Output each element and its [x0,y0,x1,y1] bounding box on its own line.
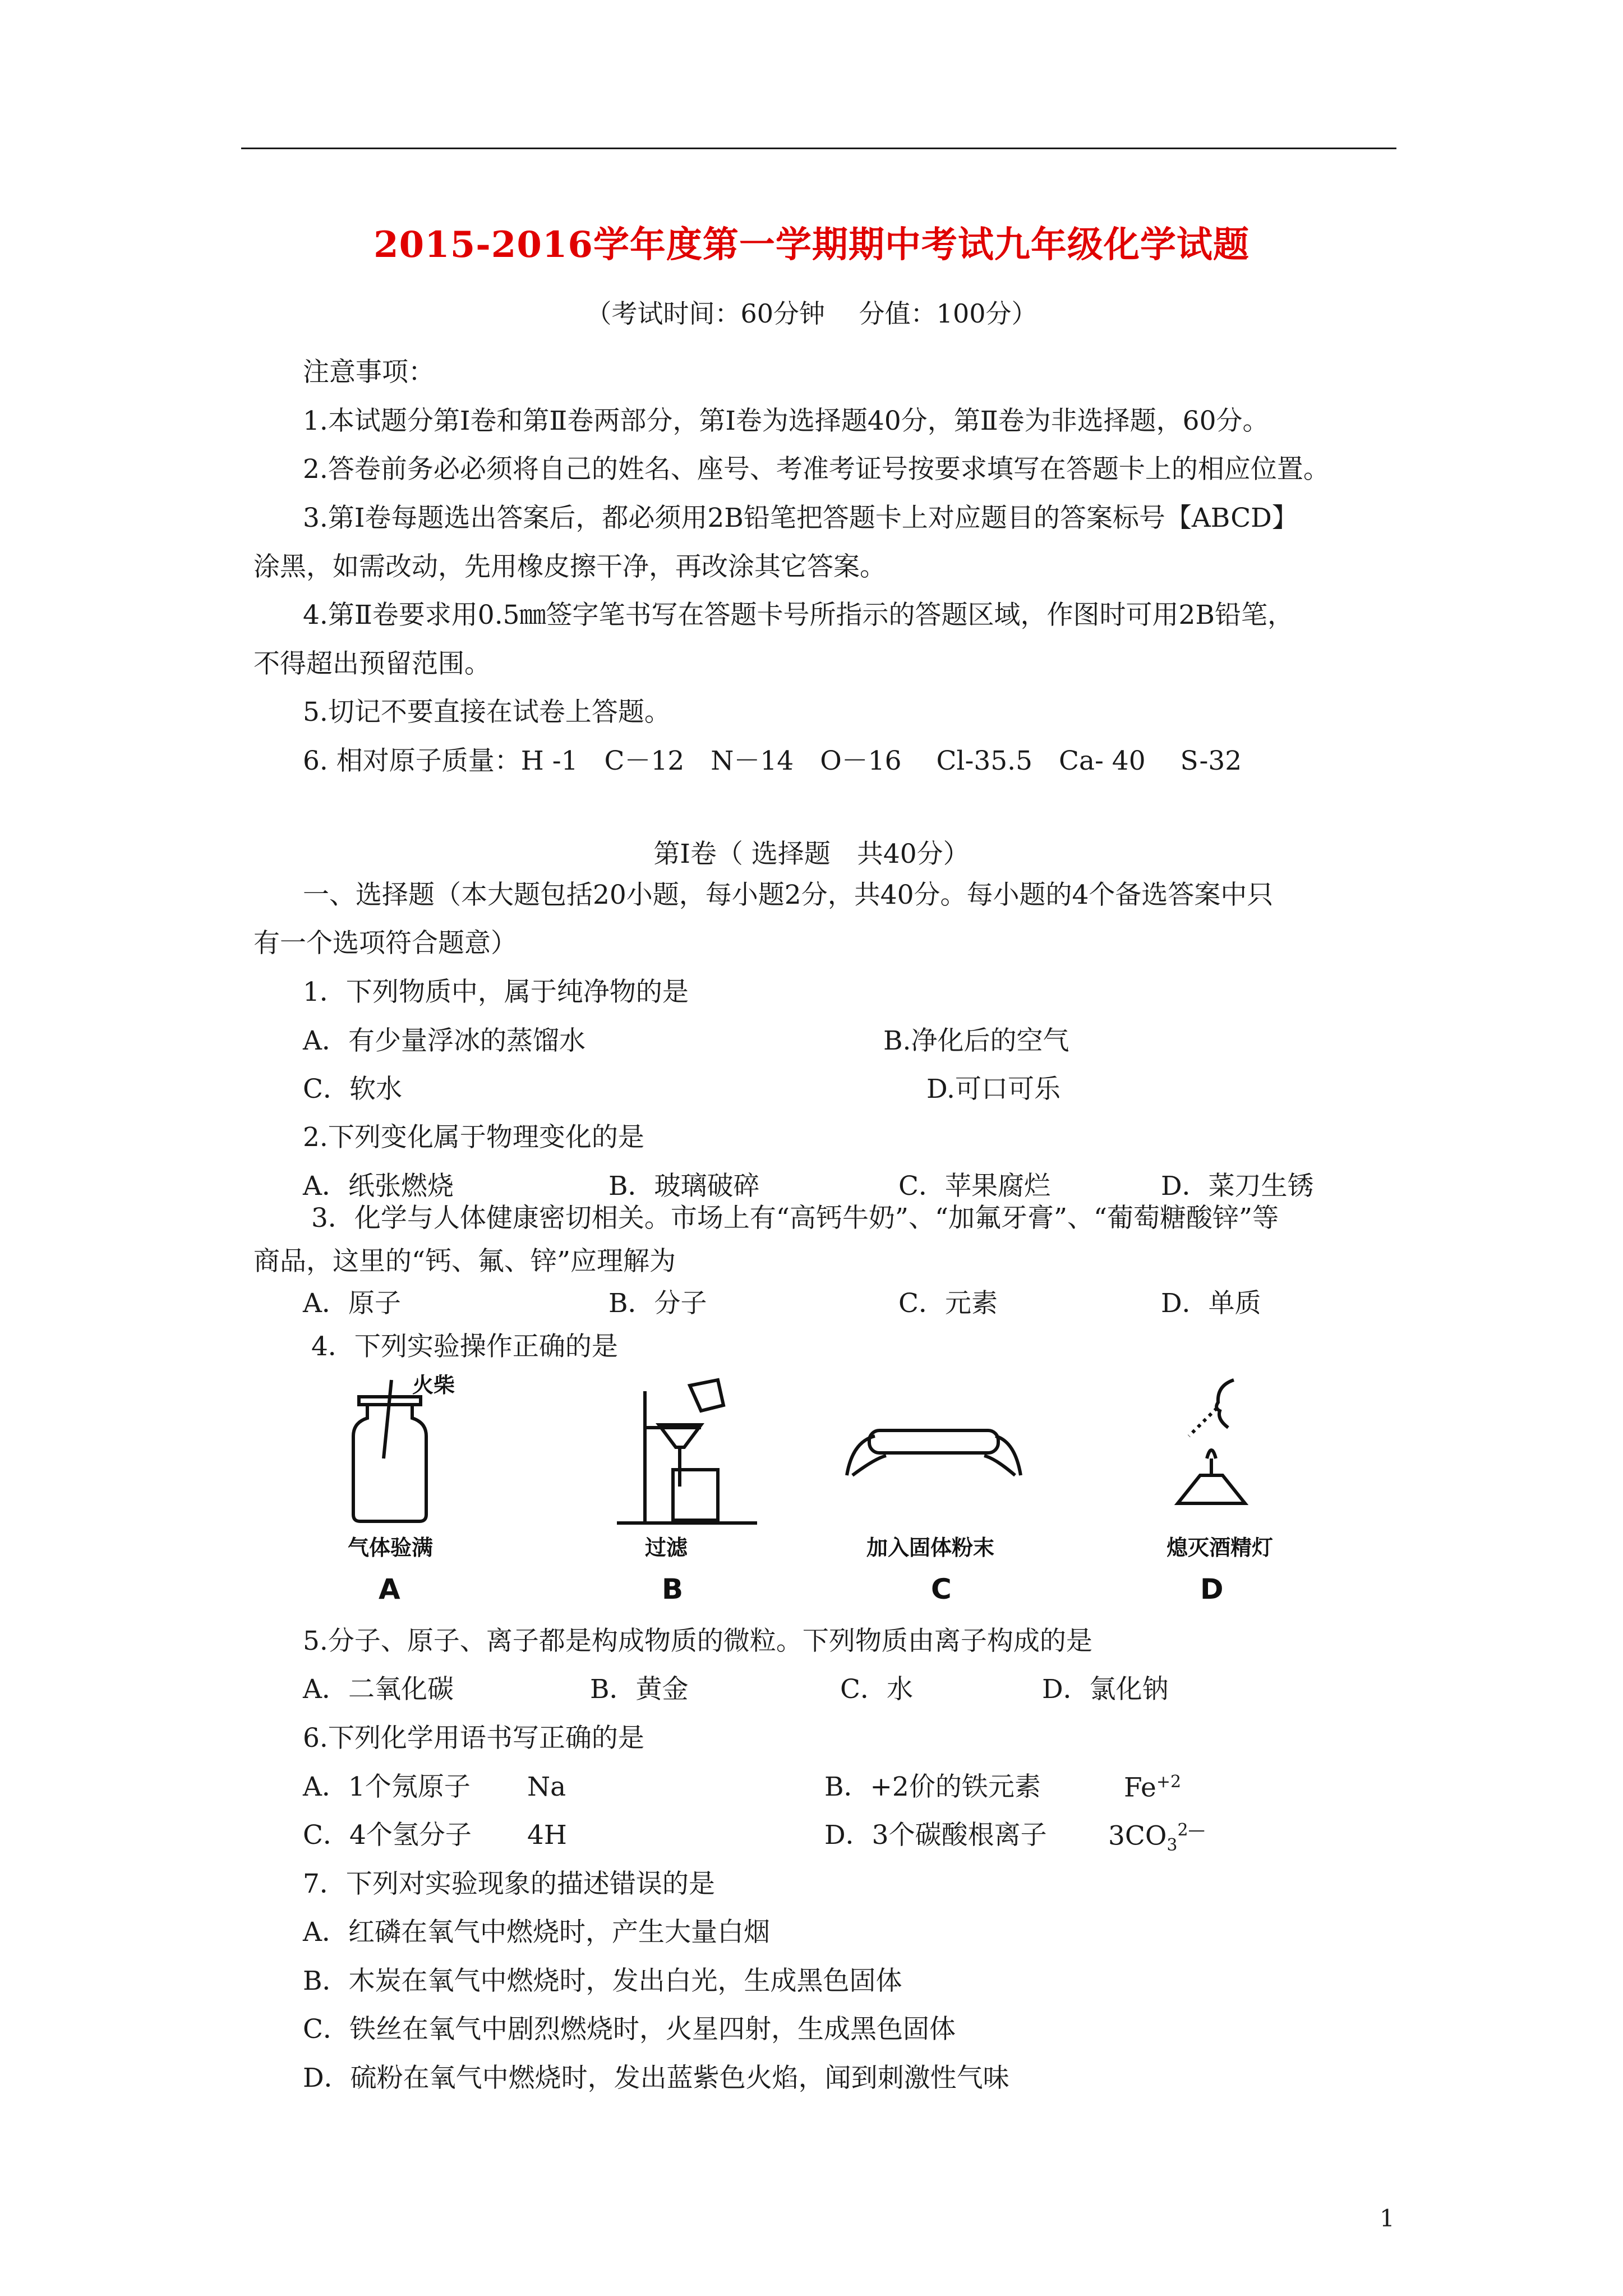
q1-stem: 1．下列物质中，属于纯净物的是 [303,977,689,1007]
q7-option-d: D．硫粉在氧气中燃烧时，发出蓝紫色火焰，闻到刺激性气味 [303,2063,1009,2093]
caption-c: 加入固体粉末 [866,1535,995,1560]
note-5: 5.切记不要直接在试卷上答题。 [303,697,671,728]
note-4-line2: 不得超出预留范围。 [253,648,491,679]
caption-d: 熄灭酒精灯 [1166,1535,1274,1560]
notes-heading: 注意事项： [303,357,435,388]
top-rule [241,148,1396,149]
q1-option-b: B.净化后的空气 [883,1025,1069,1056]
page-number: 1 [1380,2205,1395,2232]
note-3-line1: 3.第Ⅰ卷每题选出答案后，都必须用2B铅笔把答题卡上对应题目的答案标号【ABCD】 [303,503,1298,533]
q6-option-b: B．+2价的铁元素 [824,1772,1041,1802]
q3-stem-line2: 商品，这里的“钙、氟、锌”应理解为 [253,1246,676,1277]
note-4-line1: 4.第Ⅱ卷要求用0.5㎜签字笔书写在答题卡号所指示的答题区域，作图时可用2B铅笔， [303,600,1294,631]
q3-option-a: A．原子 [303,1288,401,1319]
q4-lab-figure [314,1374,1363,1610]
q6-option-d-formula: $3CO_3^{2—}$ [1108,1820,1205,1856]
section-heading: 第Ⅰ卷（ 选择题 共40分） [653,839,970,869]
q3-option-c: C．元素 [898,1288,998,1319]
q5-option-a: A．二氧化碳 [303,1674,454,1705]
q5-stem: 5.分子、原子、离子都是构成物质的微粒。下列物质由离子构成的是 [303,1626,1092,1657]
q7-option-b: B．木炭在氧气中燃烧时，发出白光，生成黑色固体 [303,1966,902,1996]
q6-option-d: D．3个碳酸根离子 [824,1820,1047,1851]
q1-option-c: C．软水 [303,1074,402,1105]
letter-c: C [931,1573,952,1605]
q6-option-c-formula: 4H [527,1820,567,1851]
q2-option-d: D．菜刀生锈 [1161,1171,1314,1202]
q7-stem: 7．下列对实验现象的描述错误的是 [303,1869,715,1899]
letter-b: B [662,1573,684,1605]
q6-stem: 6.下列化学用语书写正确的是 [303,1723,644,1754]
q5-option-c: C．水 [840,1674,913,1705]
caption-a: 气体验满 [348,1535,434,1560]
alcohol-lamp-diagram [1178,1380,1245,1503]
letter-d: D [1200,1573,1224,1605]
q2-option-a: A．纸张燃烧 [303,1171,454,1202]
q6-option-a: A．1个氖原子 [303,1772,471,1802]
match-label: 火柴 [412,1374,455,1397]
q6-option-b-formula: $Fe^{+2}$ [1124,1772,1182,1803]
section-intro-line1: 一、选择题（本大题包括20小题，每小题2分，共40分。每小题的4个备选答案中只 [303,880,1274,910]
q6-option-c: C．4个氢分子 [303,1820,472,1851]
q3-stem-line1: 3．化学与人体健康密切相关。市场上有“高钙牛奶”、“加氟牙膏”、“葡萄糖酸锌”等 [311,1203,1279,1234]
caption-b: 过滤 [645,1535,688,1560]
exam-subtitle: （考试时间：60分钟 分值：100分） [585,298,1038,329]
gas-bottle-diagram [353,1380,426,1521]
filtration-diagram [617,1380,757,1523]
q7-option-a: A．红磷在氧气中燃烧时，产生大量白烟 [303,1917,770,1948]
q1-option-d: D.可口可乐 [926,1074,1061,1105]
note-2: 2.答卷前务必必须将自己的姓名、座号、考准考证号按要求填写在答题卡上的相应位置。 [303,454,1330,485]
exam-title: 2015-2016学年度第一学期期中考试九年级化学试题 [374,224,1249,266]
q7-option-c: C．铁丝在氧气中剧烈燃烧时，火星四射，生成黑色固体 [303,2014,956,2045]
section-intro-line2: 有一个选项符合题意） [253,928,517,959]
note-6: 6. 相对原子质量：H -1 C－12 N－14 O－16 Cl-35.5 Ca- 40 S-32 [303,746,1242,776]
q2-option-b: B．玻璃破碎 [608,1171,760,1202]
test-tube-diagram [847,1430,1021,1475]
q1-option-a: A．有少量浮冰的蒸馏水 [303,1025,585,1056]
q6-option-a-formula: Na [527,1772,566,1802]
q4-stem: 4．下列实验操作正确的是 [311,1331,618,1362]
q3-option-b: B．分子 [608,1288,707,1319]
q5-option-b: B．黄金 [590,1674,689,1705]
q2-option-c: C．苹果腐烂 [898,1171,1050,1202]
q5-option-d: D．氯化钠 [1042,1674,1169,1705]
q2-stem: 2.下列变化属于物理变化的是 [303,1122,644,1153]
q3-option-d: D．单质 [1161,1288,1261,1319]
note-3-line2: 涂黑，如需改动，先用橡皮擦干净，再改涂其它答案。 [253,551,886,582]
note-1: 1.本试题分第Ⅰ卷和第Ⅱ卷两部分，第Ⅰ卷为选择题40分，第Ⅱ卷为非选择题，60分。 [303,406,1269,436]
letter-a: A [379,1573,400,1605]
